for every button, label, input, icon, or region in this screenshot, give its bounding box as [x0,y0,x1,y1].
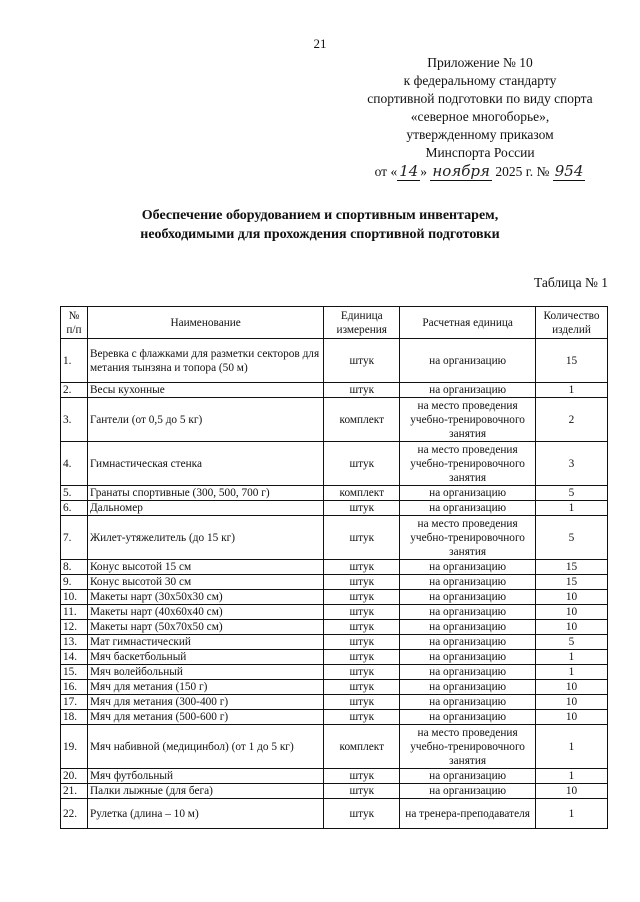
document-title [60,206,580,244]
row-qty: 1 [536,383,608,398]
row-unit: штук [324,560,400,575]
table-row [61,799,608,829]
row-name: Мяч футбольный [87,769,323,784]
row-basis: на организацию [400,710,536,725]
header-unit: Единица измерения [324,307,400,339]
row-unit: штук [324,650,400,665]
row-num: 9. [61,575,88,590]
row-unit: штук [324,590,400,605]
row-name: Мяч для метания (150 г) [87,680,323,695]
row-basis: на организацию [400,769,536,784]
row-unit: штук [324,501,400,516]
row-basis: на организацию [400,501,536,516]
equipment-table [60,306,608,829]
table-row [61,575,608,590]
row-name: Мяч волейбольный [87,665,323,680]
table-row [61,339,608,383]
row-unit: комплект [324,486,400,501]
row-basis: на место проведения учебно-тренировочного занятия [400,442,536,486]
row-name: Макеты нарт (40х60х40 см) [87,605,323,620]
row-name: Гантели (от 0,5 до 5 кг) [87,398,323,442]
row-num: 7. [61,516,88,560]
row-num: 8. [61,560,88,575]
row-qty: 5 [536,635,608,650]
title-line: необходимыми для прохождения спортивной подготовки [140,227,500,242]
row-num: 13. [61,635,88,650]
row-name: Дальномер [87,501,323,516]
row-qty: 1 [536,650,608,665]
row-name: Гимнастическая стенка [87,442,323,486]
row-basis: на организацию [400,605,536,620]
appendix-line: спортивной подготовки по виду спорта [367,91,593,106]
table-row [61,710,608,725]
title-line: Обеспечение оборудованием и спортивным инвентарем, [141,208,499,223]
row-num: 14. [61,650,88,665]
table-row [61,398,608,442]
row-unit: комплект [324,725,400,769]
row-unit: штук [324,575,400,590]
row-num: 11. [61,605,88,620]
table-row [61,784,608,799]
row-num: 21. [61,784,88,799]
row-unit: штук [324,784,400,799]
row-num: 3. [61,398,88,442]
date-suffix: 2025 г. № [495,164,550,179]
row-unit: штук [324,442,400,486]
table-row [61,560,608,575]
row-name: Жилет-утяжелитель (до 15 кг) [87,516,323,560]
table-row [61,620,608,635]
row-basis: на организацию [400,560,536,575]
row-qty: 10 [536,710,608,725]
row-unit: штук [324,605,400,620]
row-qty: 10 [536,680,608,695]
row-basis: на место проведения учебно-тренировочного занятия [400,398,536,442]
row-basis: на организацию [400,486,536,501]
table-label: Таблица № 1 [534,275,608,290]
order-number: 954 [554,162,584,180]
row-qty: 5 [536,486,608,501]
date-prefix: от « [374,164,398,179]
row-basis: на организацию [400,680,536,695]
row-num: 12. [61,620,88,635]
row-unit: штук [324,383,400,398]
appendix-line: к федеральному стандарту [403,73,557,88]
row-num: 5. [61,486,88,501]
table-row [61,665,608,680]
header-qty: Количество изделий [536,307,608,339]
row-qty: 1 [536,501,608,516]
row-unit: штук [324,516,400,560]
table-row [61,635,608,650]
row-basis: на организацию [400,665,536,680]
table-row [61,680,608,695]
row-num: 17. [61,695,88,710]
row-name: Мяч баскетбольный [87,650,323,665]
date-month: ноября [432,162,490,180]
row-qty: 3 [536,442,608,486]
row-basis: на место проведения учебно-тренировочного занятия [400,725,536,769]
date-mid: » [420,164,428,179]
appendix-line: утвержденному приказом [406,127,554,142]
table-row [61,442,608,486]
row-name: Макеты нарт (30х50х30 см) [87,590,323,605]
row-name: Гранаты спортивные (300, 500, 700 г) [87,486,323,501]
row-name: Мяч набивной (медицинбол) (от 1 до 5 кг) [87,725,323,769]
row-num: 15. [61,665,88,680]
row-qty: 15 [536,575,608,590]
table-row [61,605,608,620]
table-row [61,650,608,665]
appendix-line: «северное многоборье», [410,109,550,124]
row-basis: на организацию [400,339,536,383]
row-qty: 10 [536,605,608,620]
row-qty: 10 [536,784,608,799]
table-row [61,695,608,710]
table-row [61,769,608,784]
header-name: Наименование [87,307,323,339]
row-qty: 1 [536,769,608,784]
row-num: 1. [61,339,88,383]
row-qty: 1 [536,725,608,769]
row-qty: 1 [536,665,608,680]
row-basis: на организацию [400,575,536,590]
row-qty: 2 [536,398,608,442]
row-unit: штук [324,680,400,695]
row-qty: 10 [536,620,608,635]
row-num: 4. [61,442,88,486]
row-qty: 10 [536,695,608,710]
row-num: 2. [61,383,88,398]
row-name: Конус высотой 15 см [87,560,323,575]
row-unit: штук [324,620,400,635]
row-name: Конус высотой 30 см [87,575,323,590]
table-row [61,501,608,516]
order-date-line [330,162,630,181]
row-basis: на организацию [400,650,536,665]
row-name: Веревка с флажками для разметки секторов для метания тынзяна и топора (50 м) [87,339,323,383]
row-qty: 10 [536,590,608,605]
row-name: Мат гимнастический [87,635,323,650]
header-num: № п/п [61,307,88,339]
row-num: 20. [61,769,88,784]
row-unit: штук [324,635,400,650]
row-unit: штук [324,769,400,784]
row-name: Рулетка (длина – 10 м) [87,799,323,829]
row-qty: 1 [536,799,608,829]
row-name: Мяч для метания (500-600 г) [87,710,323,725]
row-name: Мяч для метания (300-400 г) [87,695,323,710]
row-num: 19. [61,725,88,769]
row-unit: штук [324,799,400,829]
row-unit: штук [324,695,400,710]
row-num: 22. [61,799,88,829]
table-row [61,486,608,501]
row-num: 18. [61,710,88,725]
row-unit: штук [324,339,400,383]
row-qty: 5 [536,516,608,560]
row-basis: на организацию [400,784,536,799]
row-unit: штук [324,710,400,725]
table-body [61,339,608,829]
header-basis: Расчетная единица [400,307,536,339]
row-basis: на организацию [400,590,536,605]
table-row [61,516,608,560]
row-unit: комплект [324,398,400,442]
date-day: 14 [399,162,419,180]
row-qty: 15 [536,339,608,383]
row-basis: на место проведения учебно-тренировочного занятия [400,516,536,560]
table-row [61,725,608,769]
row-basis: на тренера-преподавателя [400,799,536,829]
row-num: 6. [61,501,88,516]
row-qty: 15 [536,560,608,575]
appendix-line: Приложение № 10 [427,55,533,70]
page-number: 21 [313,36,327,51]
row-basis: на организацию [400,695,536,710]
appendix-line: Минспорта России [425,145,535,160]
row-basis: на организацию [400,620,536,635]
row-num: 10. [61,590,88,605]
row-name: Макеты нарт (50х70х50 см) [87,620,323,635]
row-unit: штук [324,665,400,680]
row-name: Палки лыжные (для бега) [87,784,323,799]
appendix-block [330,54,630,181]
row-basis: на организацию [400,383,536,398]
table-row [61,383,608,398]
row-basis: на организацию [400,635,536,650]
row-num: 16. [61,680,88,695]
row-name: Весы кухонные [87,383,323,398]
table-row [61,590,608,605]
